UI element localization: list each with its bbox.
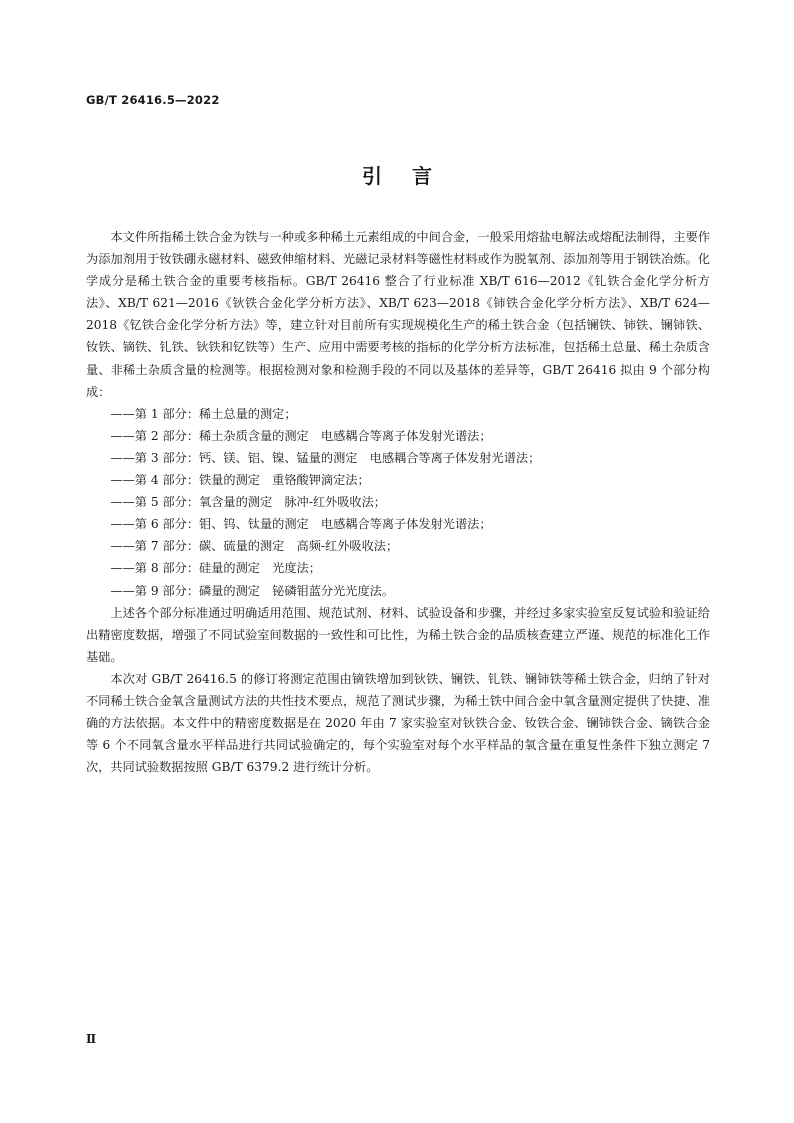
section-title: 引言 xyxy=(362,164,462,188)
part-list-item: ——第 6 部分：钼、钨、钛量的测定 电感耦合等离子体发射光谱法； xyxy=(110,517,492,532)
part-list-item: ——第 2 部分：稀土杂质含量的测定 电感耦合等离子体发射光谱法； xyxy=(110,428,492,443)
parts-list xyxy=(86,403,710,602)
page-number: Ⅱ xyxy=(86,1032,97,1046)
part-list-item: ——第 8 部分：硅量的测定 光度法； xyxy=(110,561,321,576)
part-list-item: ——第 4 部分：铁量的测定 重铬酸钾滴定法； xyxy=(110,473,370,488)
part-list-item: ——第 9 部分：磷量的测定 铋磷钼蓝分光光度法。 xyxy=(110,583,395,598)
document-body xyxy=(86,226,710,778)
summary-paragraph: 上述各个部分标准通过明确适用范围、规范试剂、材料、试验设备和步骤，并经过多家实验室反复试验和验证给出精密度数据，增强了不同试验室间数据的一致性和可比性，为稀土铁合金的品质核查建立严谨、规范的标准化工作基础。 xyxy=(86,605,710,664)
part-list-item: ——第 7 部分：碳、硫量的测定 高频-红外吸收法； xyxy=(110,539,399,554)
part-list-item: ——第 5 部分：氧含量的测定 脉冲-红外吸收法； xyxy=(110,495,386,510)
part-list-item: ——第 3 部分：钙、镁、铝、镍、锰量的测定 电感耦合等离子体发射光谱法； xyxy=(110,450,541,465)
intro-paragraph: 本文件所指稀土铁合金为铁与一种或多种稀土元素组成的中间合金，一般采用熔盐电解法或熔配法制得，主要作为添加剂用于钕铁硼永磁材料、磁致伸缩材料、光磁记录材料等磁性材料或作为脱氧剂、添加剂等用于钢铁冶炼。化学成分是稀土铁合金的重要考核指标。GB/T 26416 整合了行业标准 XB/T 616—2012《钆铁合金化学分析方法》、XB/T 621—2016《钬铁合金化学分析方法》、XB/T 623—2018《铈铁合金化学分析方法》、XB/T 624—2018《钇铁合金化学分析方法》等，建立针对目前所有实现规模化生产的稀土铁合金（包括镧铁、铈铁、镧铈铁、钕铁、镝铁、钆铁、钬铁和钇铁等）生产、应用中需要考核的指标的化学分析方法标准，包括稀土总量、稀土杂质含量、非稀土杂质含量的检测等。根据检测对象和检测手段的不同以及基体的差异等，GB/T 26416 拟由 9 个部分构成： xyxy=(86,230,710,399)
part-list-item: ——第 1 部分：稀土总量的测定； xyxy=(110,406,297,421)
revision-paragraph: 本次对 GB/T 26416.5 的修订将测定范围由镝铁增加到钬铁、镧铁、钆铁、镧铈铁等稀土铁合金，归纳了针对不同稀土铁合金氧含量测试方法的共性技术要点，规范了测试步骤，为稀土铁中间合金中氧含量测定提供了快捷、准确的方法依据。本文件中的精密度数据是在 2020 年由 7 家实验室对钬铁合金、钕铁合金、镧铈铁合金、镝铁合金等 6 个不同氧含量水平样品进行共同试验确定的，每个实验室对每个水平样品的氧含量在重复性条件下独立测定 7 次，共同试验数据按照 GB/T 6379.2 进行统计分析。 xyxy=(86,671,710,775)
standard-number-header: GB/T 26416.5—2022 xyxy=(86,93,220,107)
